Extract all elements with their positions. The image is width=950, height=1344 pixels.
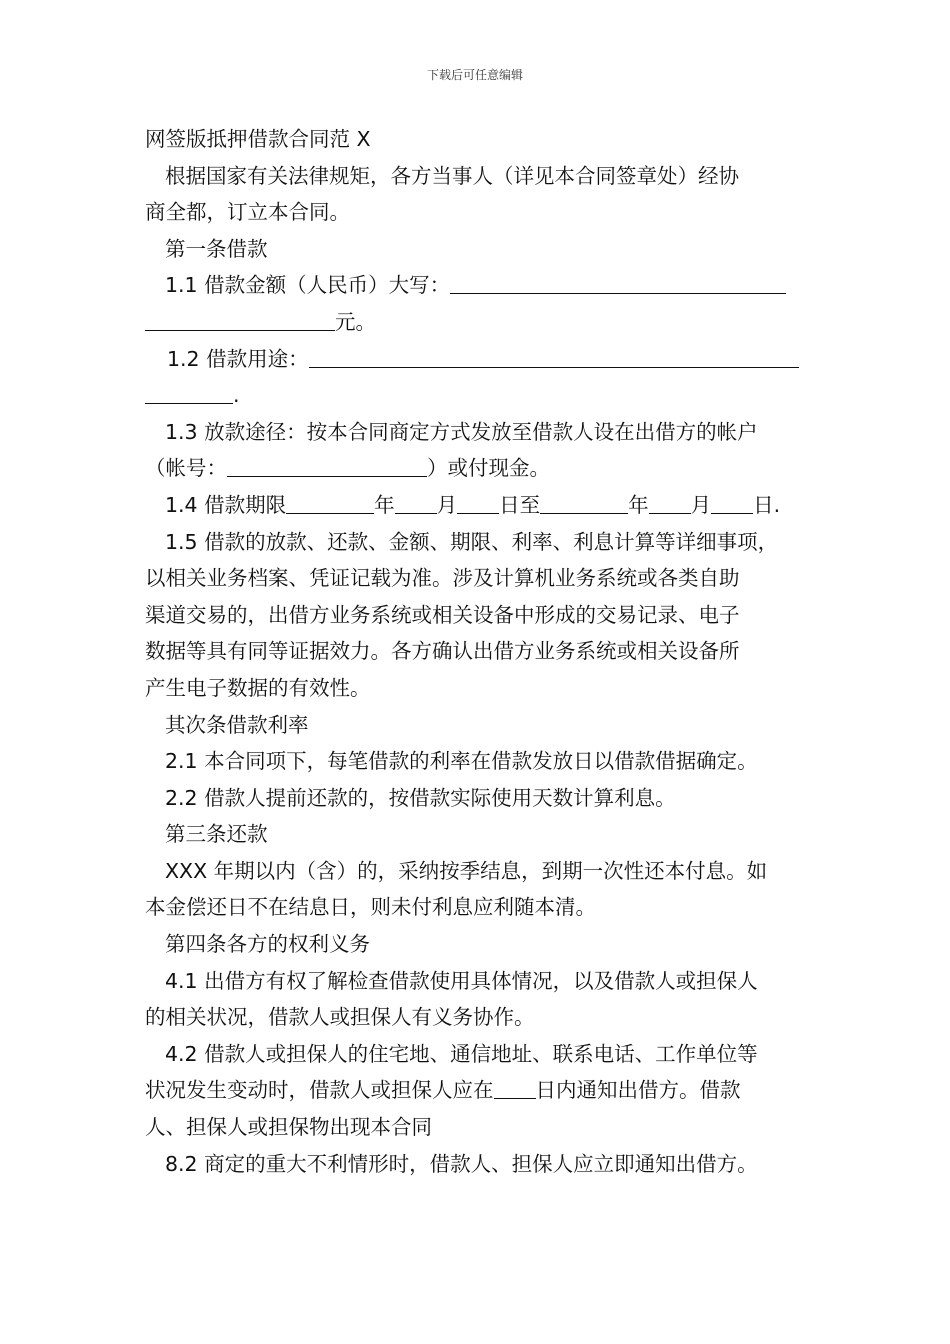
clause-1-2-line-2: [145, 377, 809, 414]
article-4-heading: 第四条各方的权利义务: [165, 932, 370, 957]
start-year-blank[interactable]: [286, 491, 374, 514]
notice-prefix: 状况发生变动时，借款人或担保人应在: [145, 1078, 494, 1103]
clause-4-1-line-1: 4.1 出借方有权了解检查借款使用具体情况，以及借款人或担保人: [165, 968, 758, 993]
account-number-blank[interactable]: [227, 454, 427, 477]
document-title: 网签版抵押借款合同范 X: [145, 127, 371, 151]
clause-1-3-line-2: [145, 450, 809, 487]
day-to-text: 日至: [499, 492, 541, 517]
notice-suffix: 日内通知出借方。借款: [535, 1078, 741, 1103]
clause-1-5-line-4: 数据等具有同等证据效力。各方确认出借方业务系统或相关设备所: [145, 639, 740, 664]
start-month-blank[interactable]: [395, 491, 437, 514]
clause-1-1-label: 1.1 借款金额（人民币）大写：: [165, 273, 451, 298]
notice-days-blank[interactable]: [494, 1076, 536, 1099]
amount-suffix: 元。: [335, 309, 376, 334]
clause-1-1-line-2: [145, 304, 809, 341]
end-day-blank[interactable]: [711, 491, 753, 514]
article-1-heading: 第一条借款: [165, 236, 268, 261]
purpose-suffix: .: [233, 383, 240, 408]
end-year-blank[interactable]: [540, 491, 628, 514]
account-suffix: ）或付现金。: [427, 456, 550, 481]
start-day-blank[interactable]: [457, 491, 499, 514]
account-prefix: （帐号：: [145, 456, 227, 481]
clause-1-5-line-3: 渠道交易的，出借方业务系统或相关设备中形成的交易记录、电子: [145, 602, 740, 627]
end-day-text: 日.: [753, 492, 781, 517]
preamble-line-2: 商全都，订立本合同。: [145, 200, 350, 225]
page-header: 下载后可任意编辑: [426, 68, 523, 82]
clause-3-line-1: XXX 年期以内（含）的，采纳按季结息，到期一次性还本付息。如: [165, 858, 768, 883]
clause-2-2: 2.2 借款人提前还款的，按借款实际使用天数计算利息。: [165, 785, 676, 810]
end-year-text: 年: [628, 492, 649, 517]
clause-1-3-line-1: 1.3 放款途径：按本合同商定方式发放至借款人设在出借方的帐户: [165, 419, 758, 444]
start-year-text: 年: [374, 492, 395, 517]
clause-3-line-2: 本金偿还日不在结息日，则未付利息应利随本清。: [145, 895, 596, 920]
clause-2-1: 2.1 本合同项下，每笔借款的利率在借款发放日以借款借据确定。: [165, 749, 758, 774]
clause-8-2: 8.2 商定的重大不利情形时，借款人、担保人应立即通知出借方。: [165, 1151, 758, 1176]
clause-4-2-line-3: 人、担保人或担保物出现本合同: [145, 1115, 432, 1140]
preamble-line-1: 根据国家有关法律规矩，各方当事人（详见本合同签章处）经协: [165, 163, 739, 188]
clause-4-2-line-1: 4.2 借款人或担保人的住宅地、通信地址、联系电话、工作单位等: [165, 1041, 758, 1066]
amount-blank-2[interactable]: [145, 308, 335, 331]
clause-1-5-line-5: 产生电子数据的有效性。: [145, 675, 371, 700]
purpose-blank-1[interactable]: [309, 345, 799, 368]
purpose-blank-2[interactable]: [145, 381, 233, 404]
end-month-blank[interactable]: [649, 491, 691, 514]
clause-4-1-line-2: 的相关状况，借款人或担保人有义务协作。: [145, 1005, 535, 1030]
clause-1-2-label: 1.2 借款用途：: [167, 346, 309, 371]
clause-1-5-line-1: 1.5 借款的放款、还款、金额、期限、利率、利息计算等详细事项，: [165, 529, 779, 554]
amount-blank-1[interactable]: [450, 271, 786, 294]
clause-1-5-line-2: 以相关业务档案、凭证记载为准。涉及计算机业务系统或各类自助: [145, 566, 740, 591]
clause-1-4: [145, 487, 809, 524]
clause-1-2-line-1: [145, 341, 809, 378]
article-3-heading: 第三条还款: [165, 822, 268, 847]
term-label: 1.4 借款期限: [165, 492, 287, 517]
clause-4-2-line-2: [145, 1072, 809, 1109]
clause-1-1-line-1: [145, 267, 809, 304]
start-month-text: 月: [436, 492, 458, 517]
article-2-heading: 其次条借款利率: [165, 712, 309, 737]
end-month-text: 月: [690, 492, 712, 517]
contract-body: [145, 121, 809, 1182]
